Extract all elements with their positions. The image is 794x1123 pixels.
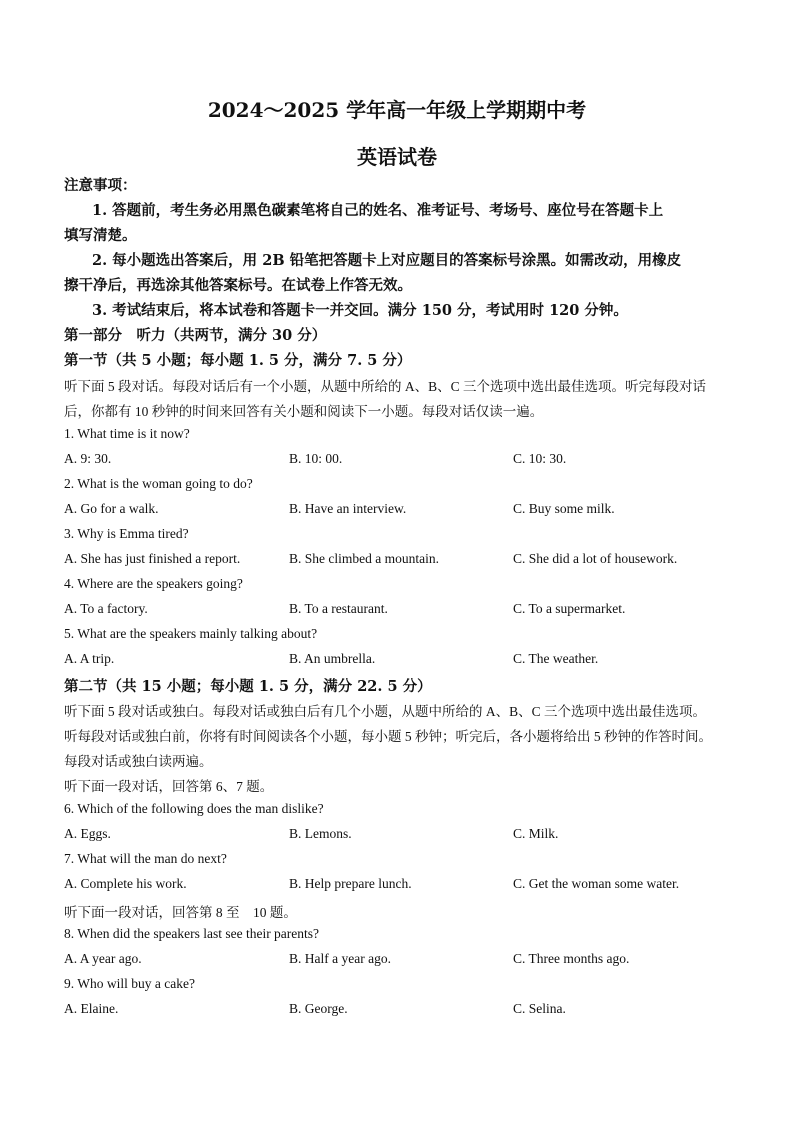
question-6: 6. Which of the following does the man dislike? [64,801,324,816]
section2-heading: 第二节（共 15 小题；每小题 1. 5 分，满分 22. 5 分） [64,678,432,695]
q4-option-b: B. To a restaurant. [289,601,388,616]
q7-option-b: B. Help prepare lunch. [289,876,412,891]
q8-option-b: B. Half a year ago. [289,951,391,966]
section2-instructions-end: 每段对话或独白读两遍。 [64,754,213,769]
q9-option-b: B. George. [289,1001,348,1016]
notice-item-3: 3. 考试结束后，将本试卷和答题卡一并交回。满分 150 分，考试用时 120 分钟。 [92,302,628,319]
exam-title: 2024～2025 学年高一年级上学期期中考 [207,98,587,122]
notice-item-2-cont: 擦干净后，再选涂其他答案标号。在试卷上作答无效。 [64,277,412,294]
dialog-6-7-instruction: 听下面一段对话，回答第 6、7 题。 [64,779,274,794]
notice-item-1: 1. 答题前，考生务必用黑色碳素笔将自己的姓名、准考证号、考场号、座位号在答题卡上 [92,202,664,219]
q3-option-b: B. She climbed a mountain. [289,551,439,566]
question-1: 1. What time is it now? [64,426,190,441]
q8-option-c: C. Three months ago. [513,951,630,966]
question-3: 3. Why is Emma tired? [64,526,189,541]
q1-option-a: A. 9: 30. [64,451,112,466]
question-2: 2. What is the woman going to do? [64,476,253,491]
notice-item-1-cont: 填写清楚。 [64,227,137,244]
part1-heading: 第一部分 听力（共两节，满分 30 分） [64,327,327,344]
q1-option-c: C. 10: 30. [513,451,567,466]
q1-option-b: B. 10: 00. [289,451,343,466]
section1-instructions: 听下面 5 段对话。每段对话后有一个小题，从题中所给的 A、B、C 三个选项中选出最佳选项。听完每段对话 [64,379,707,394]
section1-instructions-cont: 后，你都有 10 秒钟的时间来回答有关小题和阅读下一小题。每段对话仅读一遍。 [64,404,544,419]
q5-option-b: B. An umbrella. [289,651,376,666]
question-9: 9. Who will buy a cake? [64,976,195,991]
question-7: 7. What will the man do next? [64,851,227,866]
q5-option-c: C. The weather. [513,651,599,666]
section1-heading: 第一节（共 5 小题；每小题 1. 5 分，满分 7. 5 分） [64,352,412,369]
q2-option-b: B. Have an interview. [289,501,407,516]
notice-heading: 注意事项： [64,177,137,194]
q5-option-a: A. A trip. [64,651,115,666]
q4-option-a: A. To a factory. [64,601,148,616]
question-4: 4. Where are the speakers going? [64,576,243,591]
question-5: 5. What are the speakers mainly talking about? [64,626,318,641]
q6-option-b: B. Lemons. [289,826,352,841]
q6-option-c: C. Milk. [513,826,559,841]
q9-option-c: C. Selina. [513,1001,566,1016]
dialog-8-10-instruction: 听下面一段对话，回答第 8 至 10 题。 [64,905,297,920]
notice-item-2: 2. 每小题选出答案后，用 2B 铅笔把答题卡上对应题目的答案标号涂黑。如需改动，用橡皮 [92,252,682,269]
exam-subtitle: 英语试卷 [357,145,437,169]
q4-option-c: C. To a supermarket. [513,601,626,616]
q2-option-c: C. Buy some milk. [513,501,615,516]
section2-instructions: 听下面 5 段对话或独白。每段对话或独白后有几个小题，从题中所给的 A、B、C 三个选项中选出最佳选项。 [64,704,707,719]
q7-option-a: A. Complete his work. [64,876,187,891]
q6-option-a: A. Eggs. [64,826,111,841]
q3-option-a: A. She has just finished a report. [64,551,241,566]
section2-instructions-cont: 听每段对话或独白前，你将有时间阅读各个小题，每小题 5 秒钟；听完后，各小题将给出 5 秒钟的作答时间。 [64,729,712,744]
q8-option-a: A. A year ago. [64,951,142,966]
question-8: 8. When did the speakers last see their parents? [64,926,320,941]
q7-option-c: C. Get the woman some water. [513,876,680,891]
q2-option-a: A. Go for a walk. [64,501,159,516]
q9-option-a: A. Elaine. [64,1001,119,1016]
q3-option-c: C. She did a lot of housework. [513,551,678,566]
